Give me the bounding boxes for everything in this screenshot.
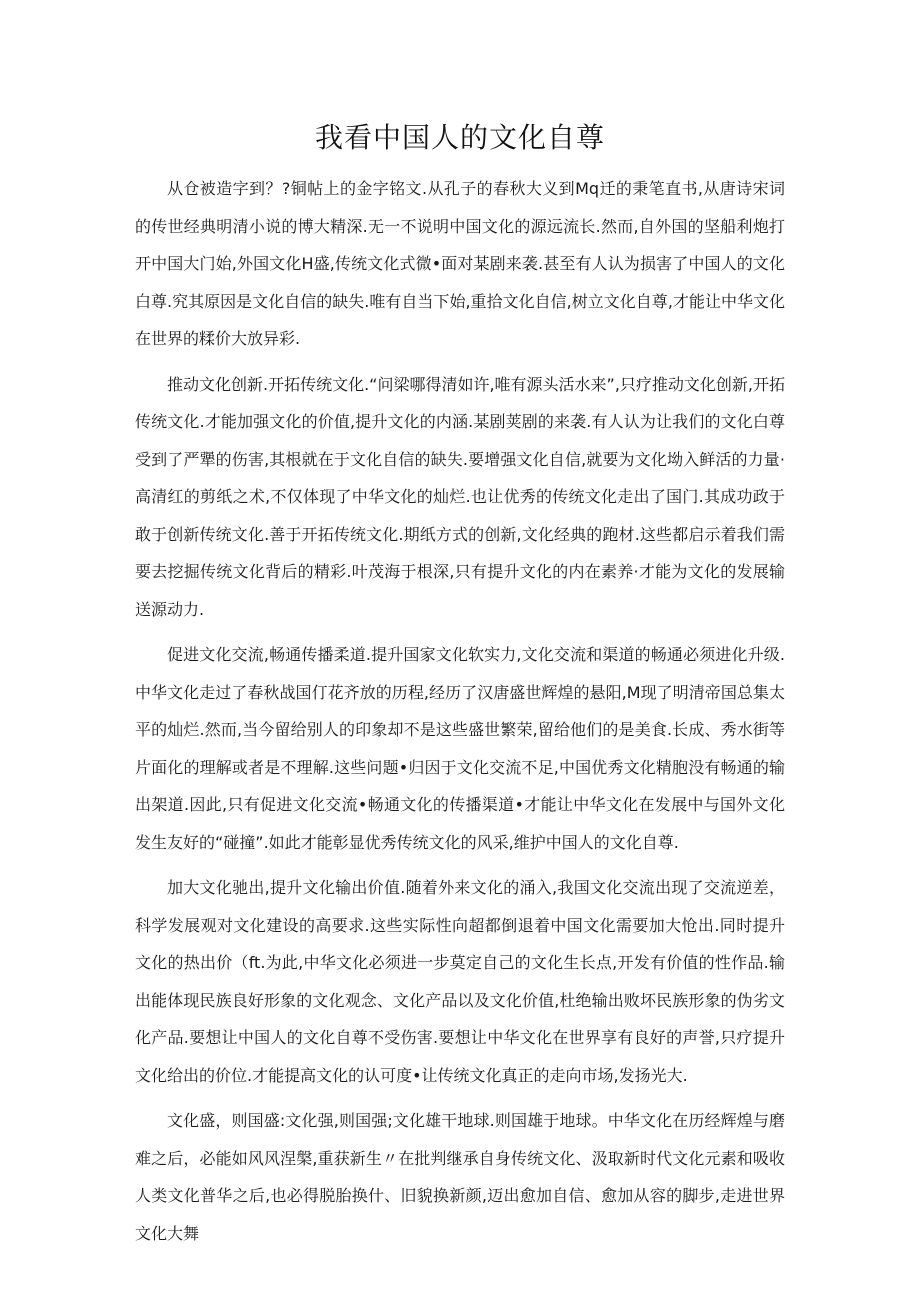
paragraph-5: 文化盛，则国盛:文化强,则国强;文化雄干地球.则国雄于地球。中华文化在历经辉煌与磨难之后，必能如风风涅槃,重获新生〃在批判继承自身传统文化、汲取新时代文化元素和吸收人类文化普华之后,也必得脱胎换什、旧貌换新颜,迈出愈加自信、愈加从容的脚步,走进世界文化大舞	[135, 1111, 785, 1243]
paragraph-1: 从仓被造字到？?铜帖上的金字铭文.从孔子的春秋大义到Mq迁的秉笔直书,从唐诗宋词的传世经典明清小说的博大精深.无一不说明中国文化的源远流长.然而,自外国的坚船利炮打开中国大门始,外国文化H盛,传统文化式微•面对某剧来袭.甚至有人认为损害了中国人的文化白尊.究其原因是文化自信的缺失.唯有自当下始,重拾文化自信,树立文化自尊,才能让中华文化在世界的糅价大放异彩.	[135, 179, 785, 348]
paragraph-3: 促进文化交流,畅通传播柔道.提升国家文化软实力,文化交流和渠道的畅通必须进化升级.中华文化走过了春秋战国仃花齐放的历程,经历了汉唐盛世辉煌的悬阳,M现了明清帝国总集太平的灿烂.然而,当今留给别人的印象却不是这些盛世繁荣,留给他们的是美食.长成、秀水街等片面化的理解或者是不理解.这些问题•归因于文化交流不足,中国优秀文化精胞没有畅通的输出架道.因此,只有促进文化交流•畅通文化的传播渠道•才能让中华文化在发展中与国外文化发生友好的“碰撞”.如此才能彰显优秀传统文化的风采,维护中国人的文化自尊.	[135, 645, 785, 852]
paragraph-4: 加大文化驰出,提升文化输出价值.随着外来文化的涌入,我国文化交流出现了交流逆差，科学发展观对文化建设的高要求.这些实际性向超都倒退着中国文化需要加大怆出.同时提升文化的热出价（ft.为此,中华文化必须进一步莫定自己的文化生长点,开发有价值的性作品.输出能体现民族良好形象的文化观念、文化产品以及文化价值,杜绝输出败坏民族形象的伪劣文化产品.要想让中国人的文化自尊不受伤害.要想让中华文化在世界享有良好的声誉,只疗提升文化给出的价位.才能提高文化的认可度•让传统文化真正的走向市场,发扬光大.	[135, 878, 785, 1085]
paragraph-2: 推动文化创新.开拓传统文化.“问梁哪得清如许,唯有源头活水来”,只疗推动文化创新,开拓传统文化.才能加强文化的价值,提升文化的内涵.某剧荚剧的来袭.有人认为让我们的文化白尊受到了严犟的伤害,其根就在于文化自信的缺失.要增强文化自信,就要为文化坳入鲜活的力量·高清红的剪纸之术,不仅体现了中华文化的灿烂.也让优秀的传统文化走出了国门.其成功政于敢于创新传统文化.善于开拓传统文化.期纸方式的创新,文化经典的跑材.这些都启示着我们需要去挖掘传统文化背后的精彩.叶茂海于根深,只有提升文化的内在素养·才能为文化的发展输送源动力.	[135, 374, 786, 619]
article-body	[135, 170, 785, 1260]
page-title: 我看中国人的文化自尊	[314, 121, 605, 154]
